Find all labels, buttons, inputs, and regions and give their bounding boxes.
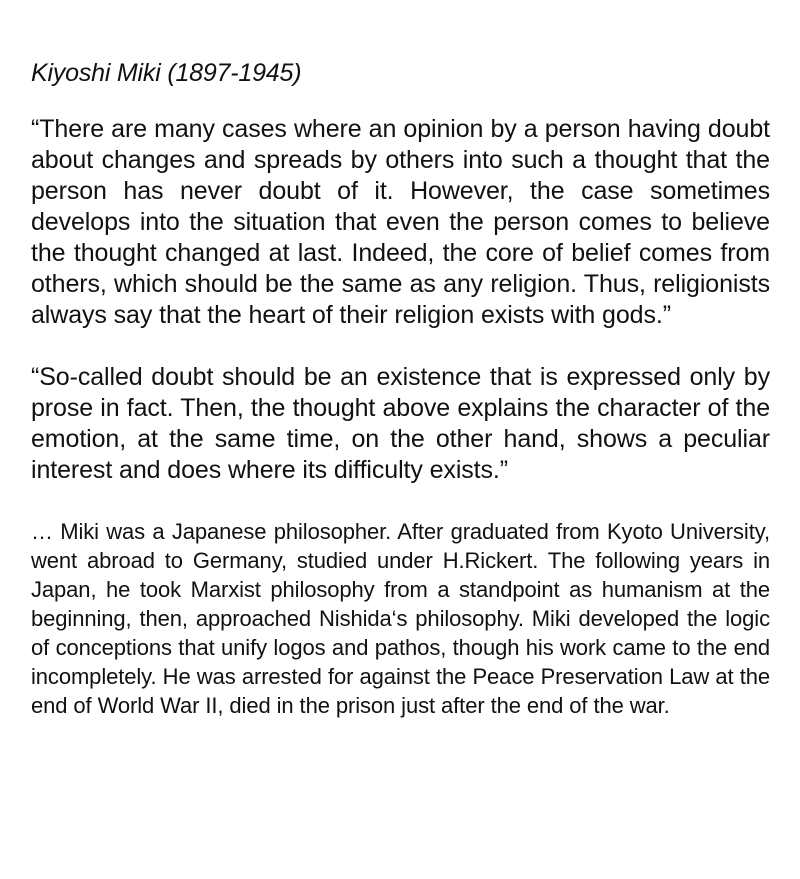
quote-paragraph-1: “There are many cases where an opinion by a person having doubt about changes and spreads by others into such a thought that the person has never doubt of it. However, the case sometimes develops into the situation that even the person comes to believe the thought changed at last. Indeed, the core of belief comes from others, which should be the same as any religion. Thus, religionists always say that the heart of their religion exists with gods.” xyxy=(31,115,770,329)
biography-paragraph: … Miki was a Japanese philosopher. After graduated from Kyoto University, went abroad to Germany, studied under H.Rickert. The following years in Japan, he took Marxist philosophy from a standpoint as humanism at the beginning, then, approached Nishida‘s philosophy. Miki developed the logic of conceptions that unify logos and pathos, though his work came to the end incompletely. He was arrested for against the Peace Preservation Law at the end of World War II, died in the prison just after the end of the war. xyxy=(31,519,770,718)
document-title: Kiyoshi Miki (1897-1945) xyxy=(31,59,302,87)
document-body xyxy=(31,58,770,720)
quote-paragraph-2: “So-called doubt should be an existence that is expressed only by prose in fact. Then, the thought above explains the character of the emotion, at the same time, on the other hand, shows a peculiar interest and does where its difficulty exists.” xyxy=(31,363,770,484)
